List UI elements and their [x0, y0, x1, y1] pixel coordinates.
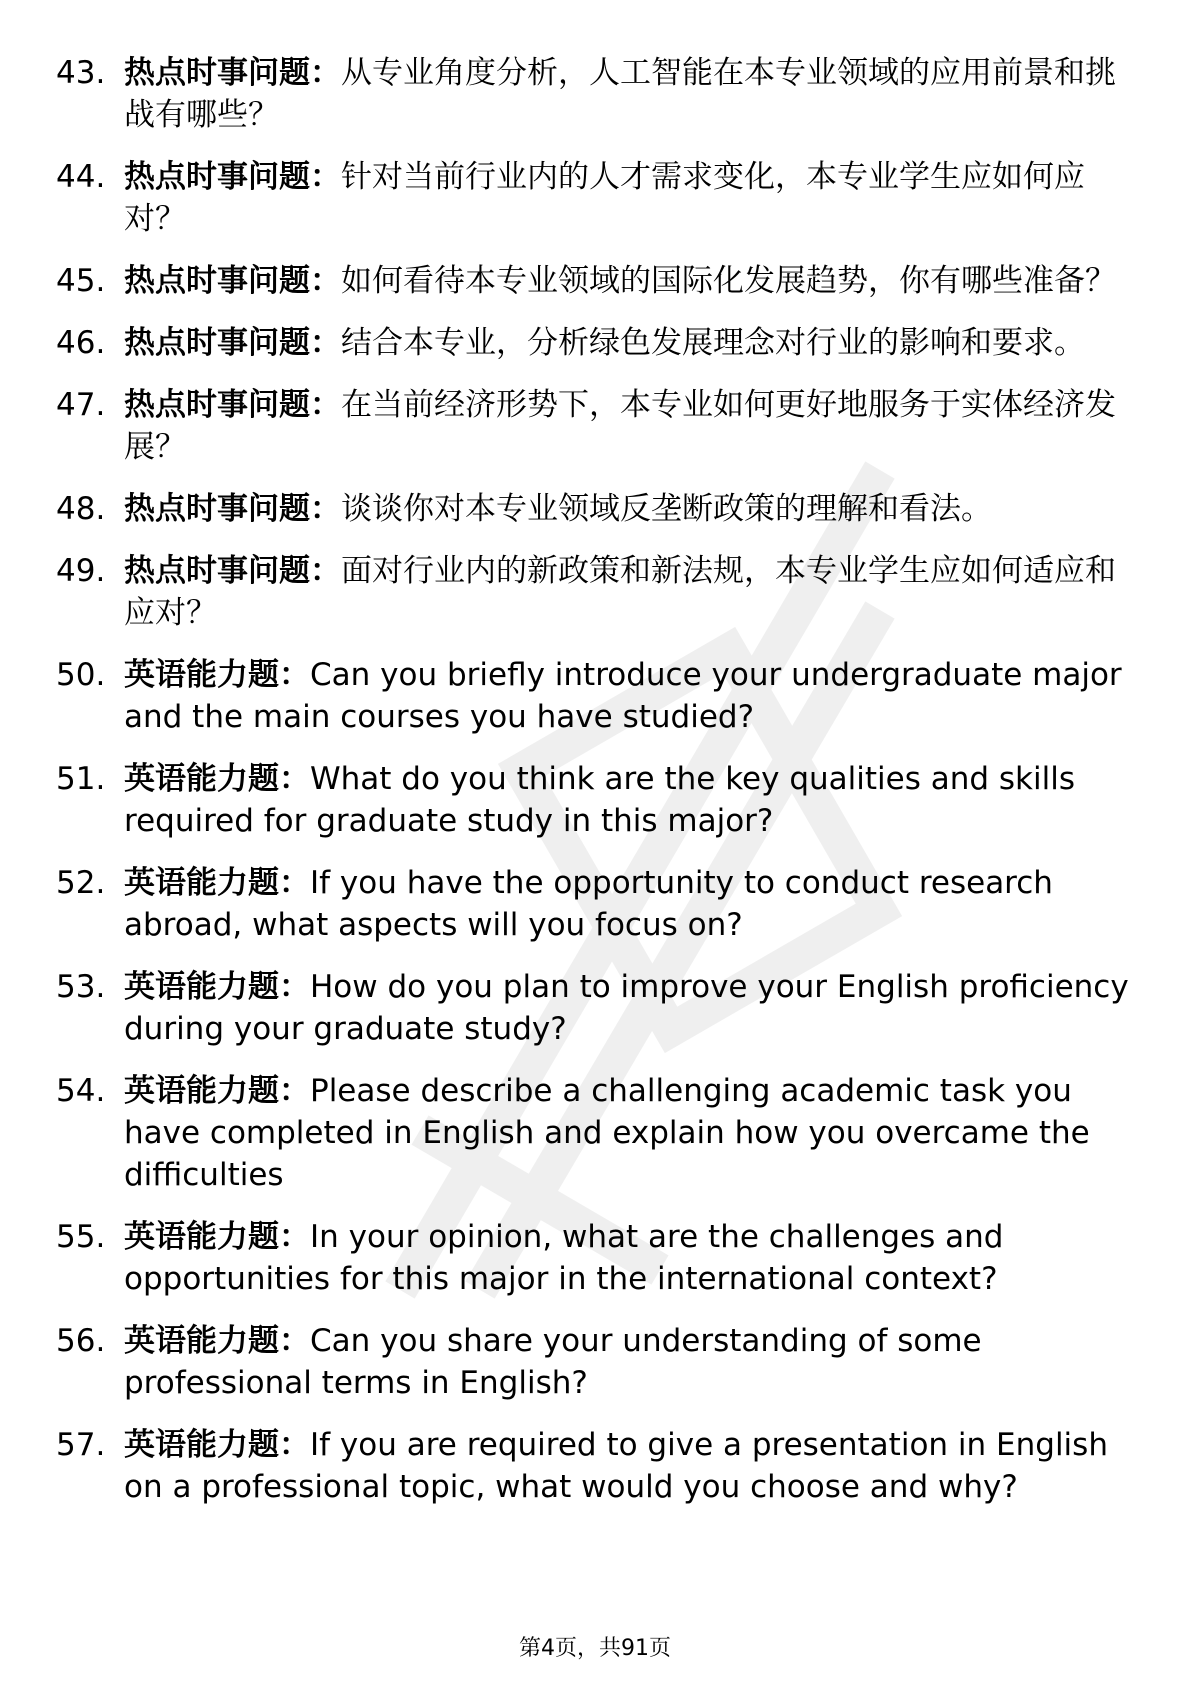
question-item	[56, 156, 1136, 240]
question-item	[56, 654, 1136, 738]
question-text: Can you share your understanding of some professional terms in English?	[124, 1323, 982, 1401]
question-category: 英语能力题：	[124, 1073, 310, 1109]
question-number: 48.	[56, 491, 106, 527]
question-number: 46.	[56, 325, 106, 361]
question-number: 57.	[56, 1427, 106, 1463]
question-category: 英语能力题：	[124, 1219, 310, 1255]
question-category: 热点时事问题：	[124, 491, 341, 527]
question-number: 44.	[56, 159, 106, 195]
question-category: 英语能力题：	[124, 969, 310, 1005]
question-text: 结合本专业，分析绿色发展理念对行业的影响和要求。	[341, 325, 1085, 361]
question-category: 英语能力题：	[124, 1323, 310, 1359]
question-category: 热点时事问题：	[124, 553, 341, 589]
question-item	[56, 384, 1136, 468]
question-number: 51.	[56, 761, 106, 797]
question-text: Can you briefly introduce your undergraduate major and the main courses you have studied?	[124, 657, 1122, 735]
question-text: 在当前经济形势下，本专业如何更好地服务于实体经济发展？	[124, 387, 1116, 465]
question-category: 英语能力题：	[124, 865, 310, 901]
question-number: 52.	[56, 865, 106, 901]
question-item	[56, 1320, 1136, 1404]
question-number: 56.	[56, 1323, 106, 1359]
question-number: 45.	[56, 263, 106, 299]
question-text: 从专业角度分析，人工智能在本专业领域的应用前景和挑战有哪些？	[124, 55, 1116, 133]
question-item	[56, 862, 1136, 946]
question-category: 英语能力题：	[124, 1427, 310, 1463]
question-text: What do you think are the key qualities and skills required for graduate study in this major?	[124, 761, 1075, 839]
question-list	[56, 52, 1136, 1508]
question-item	[56, 1424, 1136, 1508]
question-category: 英语能力题：	[124, 761, 310, 797]
question-item	[56, 758, 1136, 842]
question-text: 面对行业内的新政策和新法规，本专业学生应如何适应和应对？	[124, 553, 1116, 631]
question-category: 热点时事问题：	[124, 325, 341, 361]
question-item	[56, 1070, 1136, 1196]
page-number-footer: 第4页，共91页	[519, 1636, 671, 1661]
question-item	[56, 550, 1136, 634]
question-number: 49.	[56, 553, 106, 589]
question-number: 54.	[56, 1073, 106, 1109]
question-item	[56, 260, 1136, 302]
question-number: 50.	[56, 657, 106, 693]
question-category: 热点时事问题：	[124, 263, 341, 299]
question-text: In your opinion, what are the challenges and opportunities for this major in the international context?	[124, 1219, 1004, 1297]
question-text: 针对当前行业内的人才需求变化，本专业学生应如何应对？	[124, 159, 1085, 237]
question-item	[56, 966, 1136, 1050]
question-category: 热点时事问题：	[124, 159, 341, 195]
question-text: 如何看待本专业领域的国际化发展趋势，你有哪些准备？	[341, 263, 1116, 299]
question-item	[56, 52, 1136, 136]
question-text: Please describe a challenging academic task you have completed in English and explain how you overcame the difficulties	[124, 1073, 1090, 1193]
question-number: 55.	[56, 1219, 106, 1255]
question-category: 热点时事问题：	[124, 387, 341, 423]
question-category: 英语能力题：	[124, 657, 310, 693]
question-number: 53.	[56, 969, 106, 1005]
question-item	[56, 488, 1136, 530]
question-text: If you are required to give a presentation in English on a professional topic, what would you choose and why?	[124, 1427, 1108, 1505]
question-text: If you have the opportunity to conduct research abroad, what aspects will you focus on?	[124, 865, 1053, 943]
question-number: 43.	[56, 55, 106, 91]
question-item	[56, 1216, 1136, 1300]
question-category: 热点时事问题：	[124, 55, 341, 91]
question-number: 47.	[56, 387, 106, 423]
question-text: 谈谈你对本专业领域反垄断政策的理解和看法。	[341, 491, 992, 527]
question-item	[56, 322, 1136, 364]
question-text: How do you plan to improve your English proficiency during your graduate study?	[124, 969, 1129, 1047]
